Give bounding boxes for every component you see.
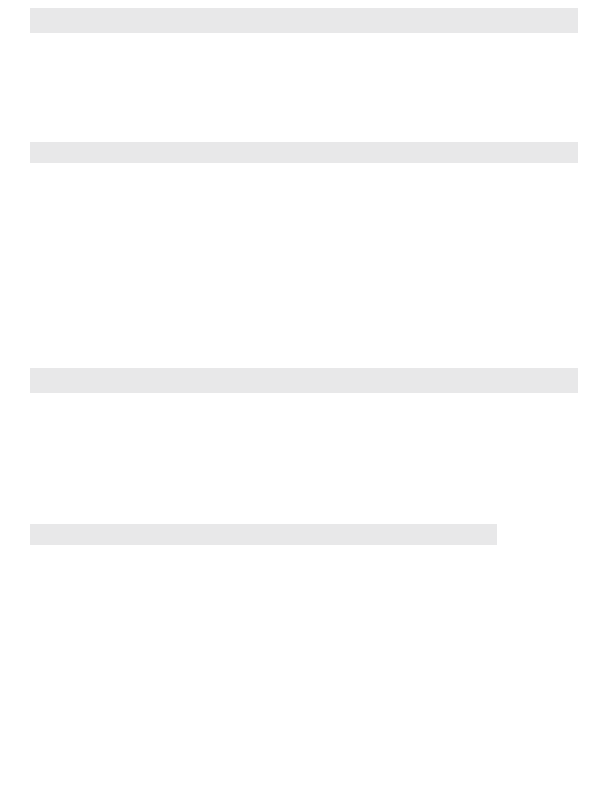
separator-band [30,142,578,163]
separator-band [30,524,497,545]
heading-band-mens-working [30,8,578,33]
heading-band-ladies-working [30,368,578,393]
